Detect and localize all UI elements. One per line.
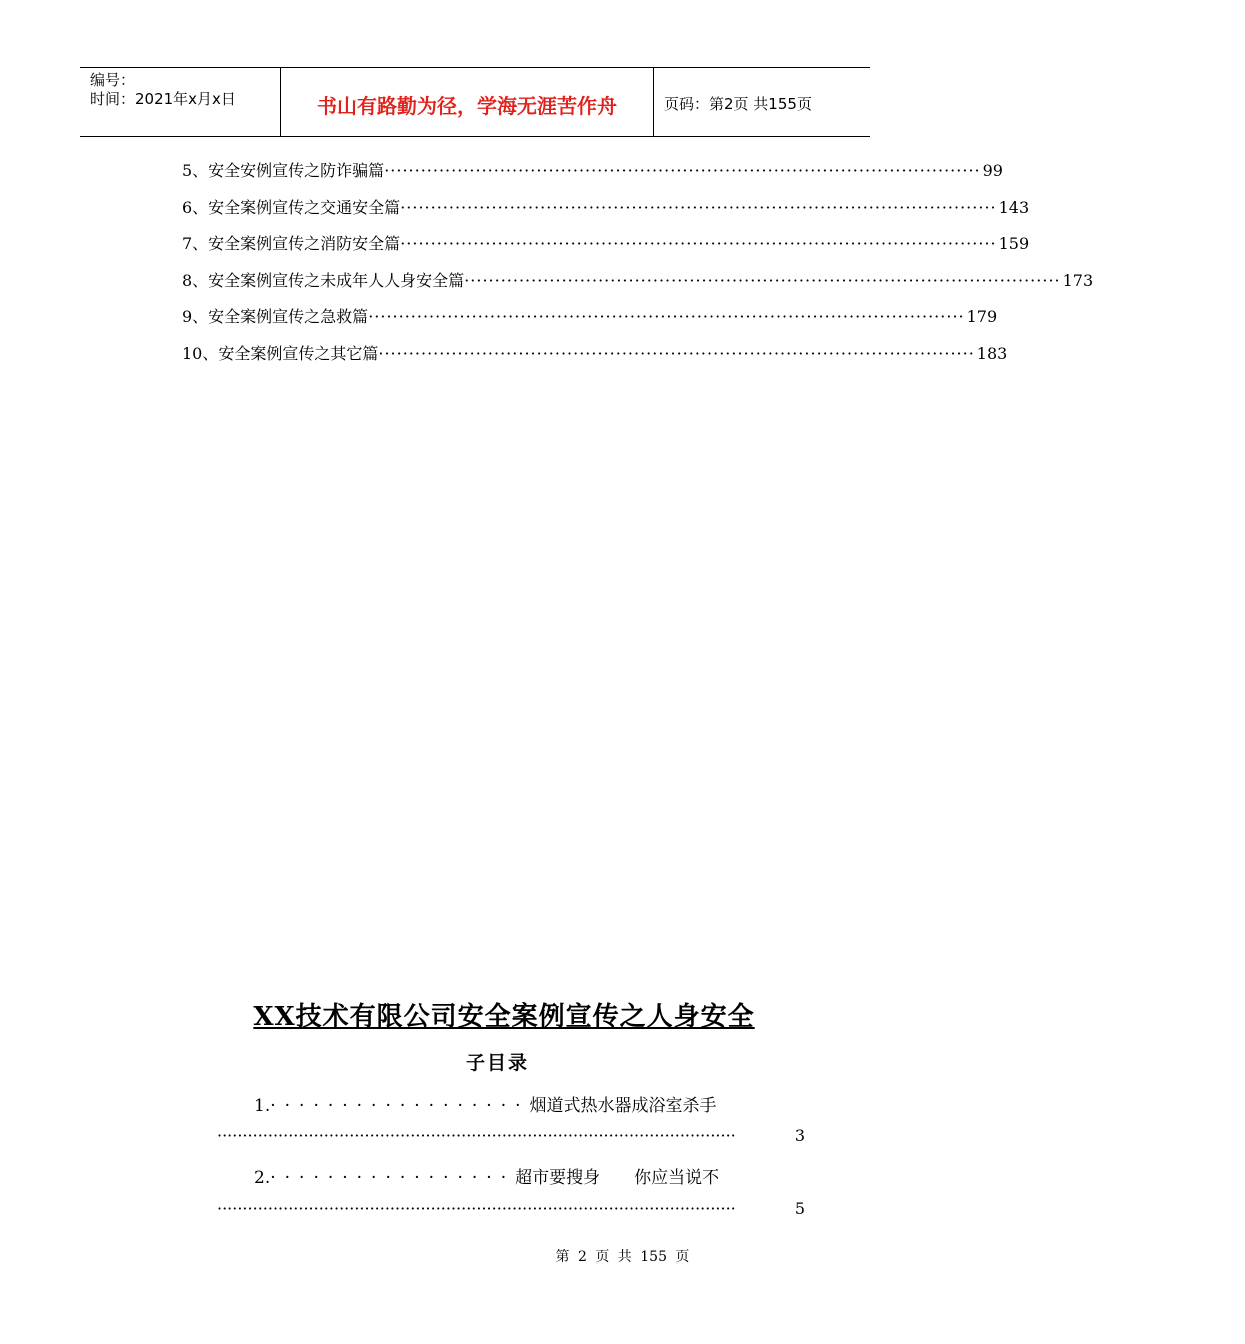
toc-row[interactable]	[182, 268, 1094, 305]
toc-label: 8、安全案例宣传之未成年人人身安全篇	[182, 270, 465, 290]
sub-toc-dots: ·················	[270, 1168, 516, 1188]
sub-toc-leader-row	[217, 1126, 805, 1145]
sub-toc-leader: ······································································································	[217, 1199, 736, 1218]
sub-toc-number: 1.	[254, 1096, 271, 1116]
header-meta-cell	[80, 68, 281, 136]
toc-row[interactable]	[182, 341, 1008, 378]
sub-toc-title: 超市要搜身 你应当说不	[515, 1168, 720, 1188]
header-table	[80, 67, 870, 137]
sub-toc-page: 5	[794, 1199, 805, 1218]
section-title: XX技术有限公司安全案例宣传之人身安全	[253, 1002, 755, 1032]
toc-page: 179	[966, 307, 998, 326]
sub-toc-leader-row	[217, 1199, 805, 1218]
sub-toc-item[interactable]	[254, 1163, 719, 1188]
toc-leader: ··································································································	[400, 197, 997, 217]
toc-page: 143	[998, 197, 1030, 217]
toc-page: 183	[976, 343, 1008, 363]
sub-toc-item[interactable]	[254, 1091, 717, 1116]
sub-toc-number: 2.	[254, 1168, 271, 1188]
sub-toc-dots: ··················	[270, 1096, 530, 1116]
section-subtitle: 子目录	[465, 1052, 529, 1074]
toc-leader: ··································································································	[384, 161, 981, 180]
toc-row[interactable]	[182, 158, 1003, 195]
sub-toc-leader: ······································································································	[217, 1126, 736, 1145]
toc-row[interactable]	[182, 195, 1030, 232]
page-footer: 第 2 页 共 155 页	[555, 1249, 690, 1265]
table-of-contents	[182, 158, 1094, 377]
toc-label: 7、安全案例宣传之消防安全篇	[182, 234, 401, 253]
header-motto: 书山有路勤为径，学海无涯苦作舟	[281, 68, 654, 136]
toc-leader: ··································································································	[464, 270, 1061, 290]
toc-row[interactable]	[182, 304, 998, 341]
sub-toc-page: 3	[794, 1126, 805, 1145]
toc-leader: ··································································································	[378, 343, 975, 363]
sub-toc-title: 烟道式热水器成浴室杀手	[529, 1096, 717, 1116]
toc-label: 9、安全案例宣传之急救篇	[182, 307, 369, 326]
toc-row[interactable]	[182, 231, 1030, 268]
toc-page: 159	[998, 234, 1030, 253]
toc-label: 10、安全案例宣传之其它篇	[182, 343, 379, 363]
toc-page: 99	[982, 161, 1003, 180]
code-label: 编号：	[90, 71, 136, 89]
toc-label: 5、安全安例宣传之防诈骗篇	[182, 161, 385, 180]
toc-label: 6、安全案例宣传之交通安全篇	[182, 197, 401, 217]
date-label: 时间：2021年x月x日	[90, 90, 236, 108]
toc-leader: ··································································································	[400, 234, 997, 253]
header-page-info: 页码：第2页 共155页	[664, 94, 812, 113]
toc-page: 173	[1062, 270, 1094, 290]
toc-leader: ··································································································	[368, 307, 965, 326]
